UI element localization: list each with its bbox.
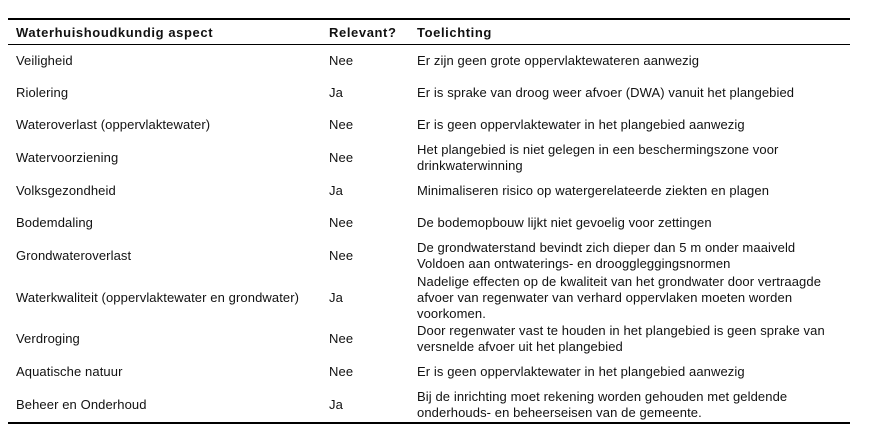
explanation-line: Er is geen oppervlaktewater in het plangebied aanwezig (417, 117, 745, 132)
table-row (8, 239, 850, 273)
table-row (8, 388, 850, 423)
cell-aspect: Beheer en Onderhoud (8, 388, 321, 423)
cell-aspect: Aquatische natuur (16, 364, 123, 379)
cell-explanation (409, 388, 850, 423)
cell-relevant: Ja (321, 388, 409, 423)
cell-explanation (409, 356, 850, 388)
cell-relevant: Nee (329, 150, 354, 165)
cell-aspect: Bodemdaling (16, 215, 93, 230)
explanation-line: versnelde afvoer uit het plangebied (417, 339, 623, 354)
cell-relevant: Nee (329, 53, 354, 68)
explanation-line: Er zijn geen grote oppervlaktewateren aanwezig (417, 53, 700, 68)
cell-explanation (409, 175, 850, 207)
explanation-line: Door regenwater vast te houden in het plangebied is geen sprake van (417, 323, 825, 338)
explanation-line: De grondwaterstand bevindt zich dieper dan 5 m onder maaiveld (417, 240, 796, 255)
explanation-line: Er is geen oppervlaktewater in het plangebied aanwezig (417, 364, 745, 379)
explanation-line: Het plangebied is niet gelegen in een beschermingszone voor (417, 142, 779, 157)
table-row (8, 45, 850, 78)
cell-aspect: Watervoorziening (16, 150, 119, 165)
cell-relevant: Nee (329, 331, 354, 346)
cell-explanation (409, 77, 850, 109)
cell-aspect: Grondwateroverlast (16, 248, 132, 263)
table-row (8, 322, 850, 356)
table-row (8, 356, 850, 388)
table-row (8, 207, 850, 239)
table-row (8, 141, 850, 175)
table-row (8, 77, 850, 109)
explanation-line: afvoer van regenwater van verhard oppervlaken moeten worden (417, 289, 793, 305)
explanation-line: Voldoen aan ontwaterings- en drooggleggingsnormen (417, 256, 731, 271)
cell-relevant: Nee (329, 117, 354, 132)
header-explanation: Toelichting (409, 19, 850, 45)
cell-relevant: Ja (329, 85, 343, 100)
cell-explanation (409, 45, 850, 78)
cell-relevant: Nee (329, 248, 354, 263)
header-aspect: Waterhuishoudkundig aspect (8, 19, 321, 45)
cell-relevant: Nee (329, 364, 354, 379)
cell-aspect: Volksgezondheid (16, 183, 116, 198)
cell-aspect: Waterkwaliteit (oppervlaktewater en grondwater) (16, 289, 300, 305)
water-aspects-table (8, 18, 850, 424)
cell-relevant: Nee (329, 215, 354, 230)
cell-aspect: Verdroging (16, 331, 80, 346)
cell-aspect: Veiligheid (16, 53, 73, 68)
cell-aspect: Riolering (16, 85, 69, 100)
explanation-line: De bodemopbouw lijkt niet gevoelig voor zettingen (417, 215, 712, 230)
cell-relevant: Ja (329, 183, 343, 198)
table-row (8, 273, 850, 322)
cell-aspect: Wateroverlast (oppervlaktewater) (16, 117, 211, 132)
explanation-line: Minimaliseren risico op watergerelateerde ziekten en plagen (417, 183, 770, 198)
table-row (8, 109, 850, 141)
cell-explanation (409, 109, 850, 141)
explanation-line: onderhouds- en beheerseisen van de gemeente. (417, 405, 702, 420)
explanation-line: Nadelige effecten op de kwaliteit van het grondwater door vertraagde (417, 273, 822, 289)
cell-explanation (409, 273, 850, 322)
explanation-line: Er is sprake van droog weer afvoer (DWA) vanuit het plangebied (417, 85, 795, 100)
cell-explanation (409, 141, 850, 175)
cell-relevant: Ja (329, 289, 343, 305)
table-row (8, 175, 850, 207)
header-relevant: Relevant? (321, 19, 409, 45)
explanation-line: Bij de inrichting moet rekening worden gehouden met geldende (417, 389, 788, 404)
cell-explanation (409, 207, 850, 239)
cell-explanation (409, 322, 850, 356)
table-header-row (8, 19, 850, 45)
explanation-line: voorkomen. (417, 305, 486, 321)
explanation-line: drinkwaterwinning (417, 158, 523, 173)
cell-explanation (409, 239, 850, 273)
